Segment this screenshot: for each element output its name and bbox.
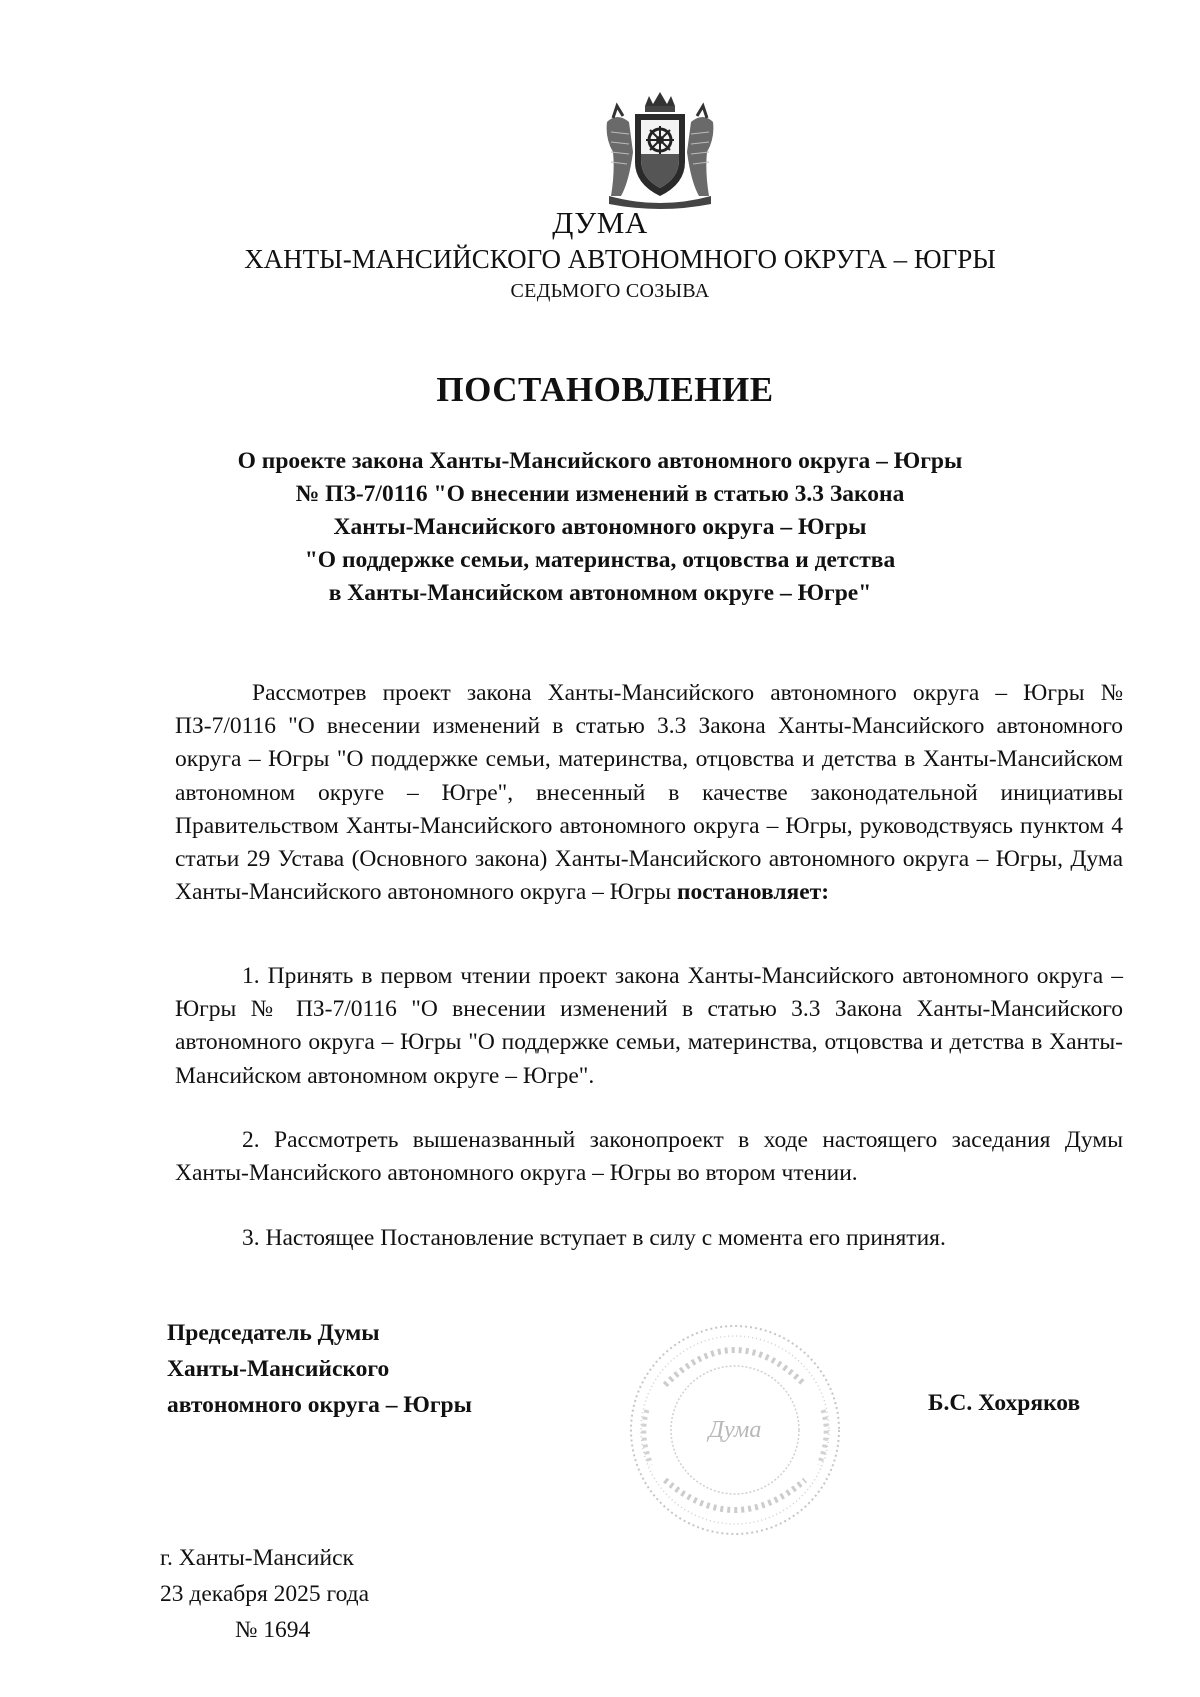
subject-line: № ПЗ-7/0116 "О внесении изменений в статью 3.3 Закона	[295, 481, 905, 507]
position-line: автономного округа – Югры	[167, 1392, 472, 1418]
stamp-text: Дума	[708, 1417, 762, 1443]
signatory-position	[167, 1315, 472, 1423]
region-name: ХАНТЫ-МАНСИЙСКОГО АВТОНОМНОГО ОКРУГА – ЮГРЫ	[244, 244, 996, 274]
preamble-paragraph	[175, 677, 1123, 909]
resolves-word: постановляет:	[676, 879, 830, 906]
signatory-name: Б.С. Хохряков	[928, 1390, 1081, 1416]
city: г. Ханты-Мансийск	[160, 1545, 354, 1571]
resolution-item-1: 1. Принять в первом чтении проект закона Ханты-Мансийского автономного округа – Югры № ПЗ-7/0116 "О внесении изменений в статью 3.3 Закона Ханты-Мансийского автономного округа – Югры "О поддержке семьи, материнства, отцовства и детства в Ханты-Мансийском автономном округе – Югре".	[175, 963, 1123, 1089]
date: 23 декабря 2025 года	[160, 1581, 370, 1607]
position-line: Ханты-Мансийского	[167, 1356, 390, 1382]
preamble-text: Рассмотрев проект закона Ханты-Мансийского автономного округа – Югры № ПЗ-7/0116 "О внесении изменений в статью 3.3 Закона Ханты-Мансийского автономного округа – Югры "О поддержке семьи, материнства, отцовства и детства в Ханты-Мансийском автономном округе – Югре", внесенный в качестве законодательной инициативы Правительством Ханты-Мансийского автономного округа – Югры, руководствуясь пунктом 4 статьи 29 Устава (Основного закона) Ханты-Мансийского автономного округа – Югры, Дума Ханты-Мансийского автономного округа – Югры	[175, 680, 1123, 906]
document-title: ПОСТАНОВЛЕНИЕ	[436, 370, 774, 409]
institution-name: ДУМА	[552, 205, 648, 240]
document-number: № 1694	[235, 1617, 311, 1643]
position-line: Председатель Думы	[167, 1320, 380, 1346]
official-seal-stamp	[625, 1315, 845, 1545]
subject-line: О проекте закона Ханты-Мансийского автономного округа – Югры	[237, 448, 963, 474]
resolution-item-3: 3. Настоящее Постановление вступает в силу с момента его принятия.	[242, 1225, 946, 1251]
subject-line: Ханты-Мансийского автономного округа – Югры	[333, 514, 867, 540]
coat-of-arms-emblem	[595, 92, 725, 210]
place-date-number	[160, 1540, 369, 1648]
resolution-subject	[150, 445, 1050, 610]
convocation: СЕДЬМОГО СОЗЫВА	[510, 280, 710, 302]
resolution-item-2: 2. Рассмотреть вышеназванный законопроект в ходе настоящего заседания Думы Ханты-Мансийского автономного округа – Югры во втором чтении.	[175, 1127, 1123, 1187]
subject-line: "О поддержке семьи, материнства, отцовства и детства	[304, 547, 896, 573]
subject-line: в Ханты-Мансийском автономном округе – Югре"	[328, 580, 872, 606]
